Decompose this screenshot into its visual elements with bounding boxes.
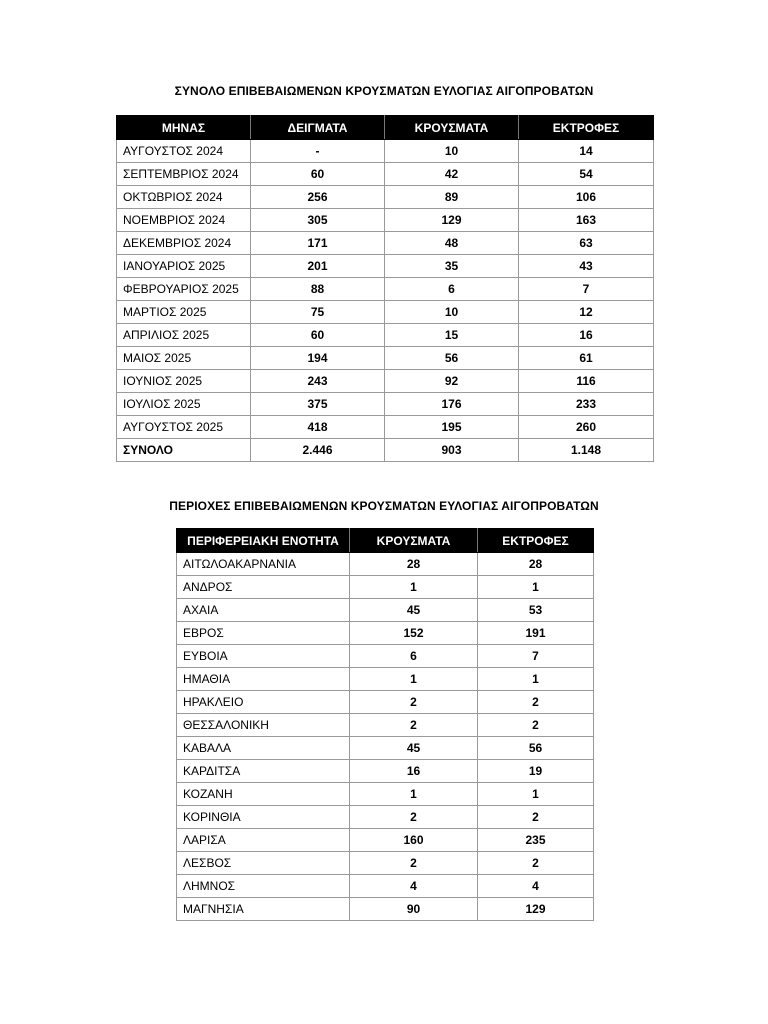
table-row (177, 691, 594, 714)
value-cell: 10 (385, 301, 519, 324)
value-cell: 106 (519, 186, 654, 209)
value-cell: 191 (478, 622, 594, 645)
row-label-cell: ΛΗΜΝΟΣ (177, 875, 350, 898)
value-cell: 28 (478, 553, 594, 576)
monthly-table-body (117, 140, 654, 462)
table-row (117, 301, 654, 324)
value-cell: 45 (350, 599, 478, 622)
table-row (177, 645, 594, 668)
column-header-farms: ΕΚΤΡΟΦΕΣ (478, 529, 594, 553)
value-cell: 60 (251, 324, 385, 347)
table-row (117, 232, 654, 255)
row-label-cell: ΑΝΔΡΟΣ (177, 576, 350, 599)
value-cell: 10 (385, 140, 519, 163)
value-cell: 1 (478, 783, 594, 806)
value-cell: 129 (385, 209, 519, 232)
row-label-cell: ΗΜΑΘΙΑ (177, 668, 350, 691)
monthly-table-title: ΣΥΝΟΛΟ ΕΠΙΒΕΒΑΙΩΜΕΝΩΝ ΚΡΟΥΣΜΑΤΩΝ ΕΥΛΟΓΙΑΣ ΑΙΓΟΠΡΟΒΑΤΩΝ (174, 84, 594, 98)
value-cell: 56 (385, 347, 519, 370)
table-row (117, 163, 654, 186)
value-cell: 305 (251, 209, 385, 232)
row-label-cell: ΣΥΝΟΛΟ (117, 439, 251, 462)
table-row (117, 416, 654, 439)
row-label-cell: ΣΕΠΤΕΜΒΡΙΟΣ 2024 (117, 163, 251, 186)
value-cell: 2 (350, 852, 478, 875)
row-label-cell: ΙΟΥΛΙΟΣ 2025 (117, 393, 251, 416)
value-cell: 233 (519, 393, 654, 416)
table-row (177, 806, 594, 829)
value-cell: 7 (519, 278, 654, 301)
row-label-cell: ΚΟΡΙΝΘΙΑ (177, 806, 350, 829)
value-cell: 243 (251, 370, 385, 393)
value-cell: 152 (350, 622, 478, 645)
table-row (177, 668, 594, 691)
value-cell: 2.446 (251, 439, 385, 462)
value-cell: 53 (478, 599, 594, 622)
row-label-cell: ΚΑΒΑΛΑ (177, 737, 350, 760)
table-row (117, 278, 654, 301)
row-label-cell: ΚΑΡΔΙΤΣΑ (177, 760, 350, 783)
value-cell: 2 (478, 806, 594, 829)
value-cell: 42 (385, 163, 519, 186)
value-cell: 35 (385, 255, 519, 278)
row-label-cell: ΘΕΣΣΑΛΟΝΙΚΗ (177, 714, 350, 737)
row-label-cell: ΑΠΡΙΛΙΟΣ 2025 (117, 324, 251, 347)
row-label-cell: ΕΥΒΟΙΑ (177, 645, 350, 668)
value-cell: 1.148 (519, 439, 654, 462)
value-cell: 56 (478, 737, 594, 760)
row-label-cell: ΑΥΓΟΥΣΤΟΣ 2024 (117, 140, 251, 163)
value-cell: 160 (350, 829, 478, 852)
value-cell: 54 (519, 163, 654, 186)
table-row (177, 622, 594, 645)
table-row (177, 783, 594, 806)
row-label-cell: ΛΑΡΙΣΑ (177, 829, 350, 852)
row-label-cell: ΑΙΤΩΛΟΑΚΑΡΝΑΝΙΑ (177, 553, 350, 576)
value-cell: 61 (519, 347, 654, 370)
value-cell: 7 (478, 645, 594, 668)
table-row (117, 393, 654, 416)
table-row (177, 852, 594, 875)
row-label-cell: ΛΕΣΒΟΣ (177, 852, 350, 875)
table-row (117, 140, 654, 163)
value-cell: 16 (519, 324, 654, 347)
row-label-cell: ΑΥΓΟΥΣΤΟΣ 2025 (117, 416, 251, 439)
value-cell: 129 (478, 898, 594, 921)
regions-table-body (177, 553, 594, 921)
table-row (117, 370, 654, 393)
value-cell: 60 (251, 163, 385, 186)
value-cell: 88 (251, 278, 385, 301)
table-row (117, 347, 654, 370)
row-label-cell: ΟΚΤΩΒΡΙΟΣ 2024 (117, 186, 251, 209)
value-cell: 2 (478, 852, 594, 875)
value-cell: 1 (350, 576, 478, 599)
monthly-cases-table (116, 115, 654, 462)
table-row (117, 209, 654, 232)
value-cell: 15 (385, 324, 519, 347)
table-row (177, 576, 594, 599)
table-header-row (177, 529, 594, 553)
value-cell: 43 (519, 255, 654, 278)
value-cell: 16 (350, 760, 478, 783)
value-cell: 75 (251, 301, 385, 324)
value-cell: 116 (519, 370, 654, 393)
row-label-cell: ΜΑΙΟΣ 2025 (117, 347, 251, 370)
value-cell: 12 (519, 301, 654, 324)
value-cell: 48 (385, 232, 519, 255)
value-cell: - (251, 140, 385, 163)
value-cell: 256 (251, 186, 385, 209)
value-cell: 235 (478, 829, 594, 852)
column-header-region: ΠΕΡΙΦΕΡΕΙΑΚΗ ΕΝΟΤΗΤΑ (177, 529, 350, 553)
table-row (177, 875, 594, 898)
value-cell: 163 (519, 209, 654, 232)
row-label-cell: ΜΑΡΤΙΟΣ 2025 (117, 301, 251, 324)
row-label-cell: ΙΟΥΝΙΟΣ 2025 (117, 370, 251, 393)
value-cell: 260 (519, 416, 654, 439)
table-header-row (117, 116, 654, 140)
regions-table-title: ΠΕΡΙΟΧΕΣ ΕΠΙΒΕΒΑΙΩΜΕΝΩΝ ΚΡΟΥΣΜΑΤΩΝ ΕΥΛΟΓΙΑΣ ΑΙΓΟΠΡΟΒΑΤΩΝ (169, 499, 599, 513)
value-cell: 6 (350, 645, 478, 668)
value-cell: 2 (350, 714, 478, 737)
value-cell: 4 (478, 875, 594, 898)
row-label-cell: ΔΕΚΕΜΒΡΙΟΣ 2024 (117, 232, 251, 255)
value-cell: 194 (251, 347, 385, 370)
value-cell: 14 (519, 140, 654, 163)
column-header-cases: ΚΡΟΥΣΜΑΤΑ (350, 529, 478, 553)
table-row (117, 186, 654, 209)
table-row (117, 255, 654, 278)
table-row (177, 553, 594, 576)
column-header-farms: ΕΚΤΡΟΦΕΣ (519, 116, 654, 140)
column-header-cases: ΚΡΟΥΣΜΑΤΑ (385, 116, 519, 140)
value-cell: 1 (350, 783, 478, 806)
row-label-cell: ΜΑΓΝΗΣΙΑ (177, 898, 350, 921)
value-cell: 6 (385, 278, 519, 301)
row-label-cell: ΕΒΡΟΣ (177, 622, 350, 645)
value-cell: 201 (251, 255, 385, 278)
value-cell: 1 (350, 668, 478, 691)
value-cell: 1 (478, 576, 594, 599)
value-cell: 195 (385, 416, 519, 439)
value-cell: 2 (478, 691, 594, 714)
row-label-cell: ΙΑΝΟΥΑΡΙΟΣ 2025 (117, 255, 251, 278)
table-row (177, 737, 594, 760)
value-cell: 1 (478, 668, 594, 691)
value-cell: 2 (350, 691, 478, 714)
row-label-cell: ΦΕΒΡΟΥΑΡΙΟΣ 2025 (117, 278, 251, 301)
value-cell: 28 (350, 553, 478, 576)
row-label-cell: ΑΧΑΙΑ (177, 599, 350, 622)
value-cell: 171 (251, 232, 385, 255)
value-cell: 63 (519, 232, 654, 255)
value-cell: 176 (385, 393, 519, 416)
table-row (177, 599, 594, 622)
table-row (177, 829, 594, 852)
value-cell: 45 (350, 737, 478, 760)
value-cell: 375 (251, 393, 385, 416)
row-label-cell: ΗΡΑΚΛΕΙΟ (177, 691, 350, 714)
row-label-cell: ΚΟΖΑΝΗ (177, 783, 350, 806)
value-cell: 903 (385, 439, 519, 462)
table-row (177, 760, 594, 783)
regional-cases-table (176, 528, 594, 921)
column-header-month: ΜΗΝΑΣ (117, 116, 251, 140)
table-row (117, 324, 654, 347)
value-cell: 2 (350, 806, 478, 829)
table-row (177, 714, 594, 737)
value-cell: 418 (251, 416, 385, 439)
table-row (177, 898, 594, 921)
value-cell: 90 (350, 898, 478, 921)
value-cell: 4 (350, 875, 478, 898)
column-header-samples: ΔΕΙΓΜΑΤΑ (251, 116, 385, 140)
value-cell: 92 (385, 370, 519, 393)
value-cell: 89 (385, 186, 519, 209)
value-cell: 19 (478, 760, 594, 783)
row-label-cell: ΝΟΕΜΒΡΙΟΣ 2024 (117, 209, 251, 232)
total-row (117, 439, 654, 462)
value-cell: 2 (478, 714, 594, 737)
